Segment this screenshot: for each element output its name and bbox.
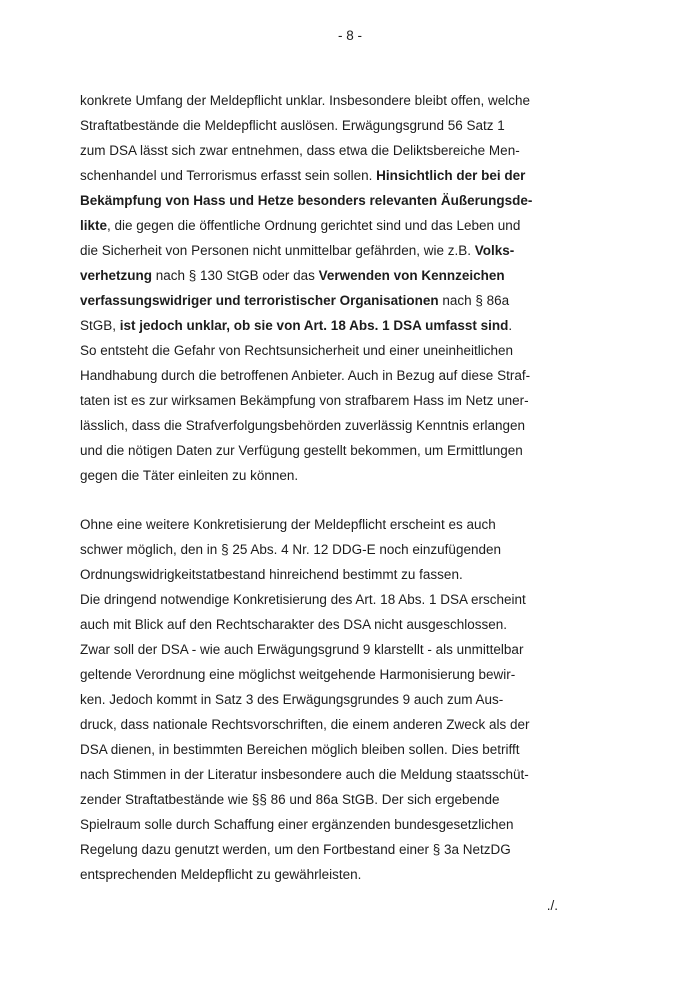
bold-text-segment: likte [80,218,108,233]
bold-text-segment: ist jedoch unklar, ob sie von Art. 18 Abs. 1 DSA umfasst sind [119,318,509,333]
bold-text-segment: Verwenden von Kennzeichen [318,268,505,283]
text-segment: lässlich, dass die Strafverfolgungsbehörden zuverlässig Kenntnis erlangen [80,418,526,433]
text-line [80,512,582,537]
text-segment: und die nötigen Daten zur Verfügung gestellt bekommen, um Ermittlungen [80,443,523,458]
text-line [80,88,582,113]
text-line [80,463,582,488]
text-segment: Ordnungswidrigkeitstatbestand hinreichend bestimmt zu fassen. [80,567,463,582]
document-body [80,88,582,911]
text-segment: Zwar soll der DSA - wie auch Erwägungsgrund 9 klarstellt - als unmittelbar [80,642,524,657]
text-line [80,762,582,787]
bold-text-segment: verhetzung [80,268,153,283]
text-segment: zender Straftatbestände wie §§ 86 und 86a StGB. Der sich ergebende [80,792,500,807]
text-segment: auch mit Blick auf den Rechtscharakter des DSA nicht ausgeschlossen. [80,617,507,632]
text-segment: gegen die Täter einleiten zu können. [80,468,299,483]
text-segment: geltende Verordnung eine möglichst weitgehende Harmonisierung bewir- [80,667,516,682]
paragraph [80,88,582,488]
text-segment: nach Stimmen in der Literatur insbesondere auch die Meldung staatsschüt- [80,767,529,782]
text-line [80,138,582,163]
text-segment: DSA dienen, in bestimmten Bereichen möglich bleiben sollen. Dies betrifft [80,742,520,757]
bold-text-segment: Volks- [474,243,515,258]
paragraph [80,512,582,887]
bold-text-segment: Hinsichtlich der bei der [376,168,526,183]
text-line [80,113,582,138]
text-segment: nach § 130 StGB oder das [152,268,319,283]
text-segment: entsprechenden Meldepflicht zu gewährleisten. [80,867,362,882]
text-line [80,837,582,862]
text-segment: . [508,318,513,333]
text-line [80,163,582,188]
text-line [80,438,582,463]
text-segment: Regelung dazu genutzt werden, um den Fortbestand einer § 3a NetzDG [80,842,511,857]
text-segment: die Sicherheit von Personen nicht unmittelbar gefährden, wie z.B. [80,243,475,258]
bold-text-segment: verfassungswidriger und terroristischer Organisationen [80,293,439,308]
text-line [80,413,582,438]
text-line [80,188,582,213]
text-segment: Die dringend notwendige Konkretisierung des Art. 18 Abs. 1 DSA erscheint [80,592,526,607]
text-segment: nach § 86a [438,293,510,308]
text-segment: , die gegen die öffentliche Ordnung gerichtet sind und das Leben und [107,218,521,233]
text-segment: konkrete Umfang der Meldepflicht unklar. Insbesondere bleibt offen, welche [80,93,531,108]
text-segment: ken. Jedoch kommt in Satz 3 des Erwägungsgrundes 9 auch zum Aus- [80,692,504,707]
text-line [80,612,582,637]
text-segment: taten ist es zur wirksamen Bekämpfung von strafbarem Hass im Netz uner- [80,393,529,408]
text-segment: Spielraum solle durch Schaffung einer ergänzenden bundesgesetzlichen [80,817,514,832]
text-segment: schwer möglich, den in § 25 Abs. 4 Nr. 12 DDG-E noch einzufügenden [80,542,501,557]
text-line [80,737,582,762]
text-line [80,712,582,737]
text-line [80,263,582,288]
text-segment: So entsteht die Gefahr von Rechtsunsicherheit und einer uneinheitlichen [80,343,514,358]
text-line [80,687,582,712]
page-number: - 8 - [337,28,362,43]
text-line [80,288,582,313]
text-line [80,238,582,263]
text-line [80,313,582,338]
text-segment: Ohne eine weitere Konkretisierung der Meldepflicht erscheint es auch [80,517,496,532]
text-line [80,812,582,837]
text-segment: schenhandel und Terrorismus erfasst sein sollen. [80,168,377,183]
text-line [80,562,582,587]
text-line [80,662,582,687]
bold-text-segment: Bekämpfung von Hass und Hetze besonders relevanten Äußerungsde- [80,193,533,208]
text-segment: druck, dass nationale Rechtsvorschriften, die einem anderen Zweck als der [80,717,530,732]
text-segment: Straftatbestände die Meldepflicht auslösen. Erwägungsgrund 56 Satz 1 [80,118,505,133]
text-line [80,537,582,562]
text-line [80,587,582,612]
continuation-mark: ./. [546,898,558,913]
text-line [80,862,582,887]
text-line [80,338,582,363]
text-line [80,787,582,812]
text-line [80,388,582,413]
text-segment: StGB, [80,318,120,333]
text-segment: Handhabung durch die betroffenen Anbieter. Auch in Bezug auf diese Straf- [80,368,531,383]
text-segment: zum DSA lässt sich zwar entnehmen, dass etwa die Deliktsbereiche Men- [80,143,520,158]
text-line [80,213,582,238]
text-line [80,363,582,388]
text-line [80,637,582,662]
